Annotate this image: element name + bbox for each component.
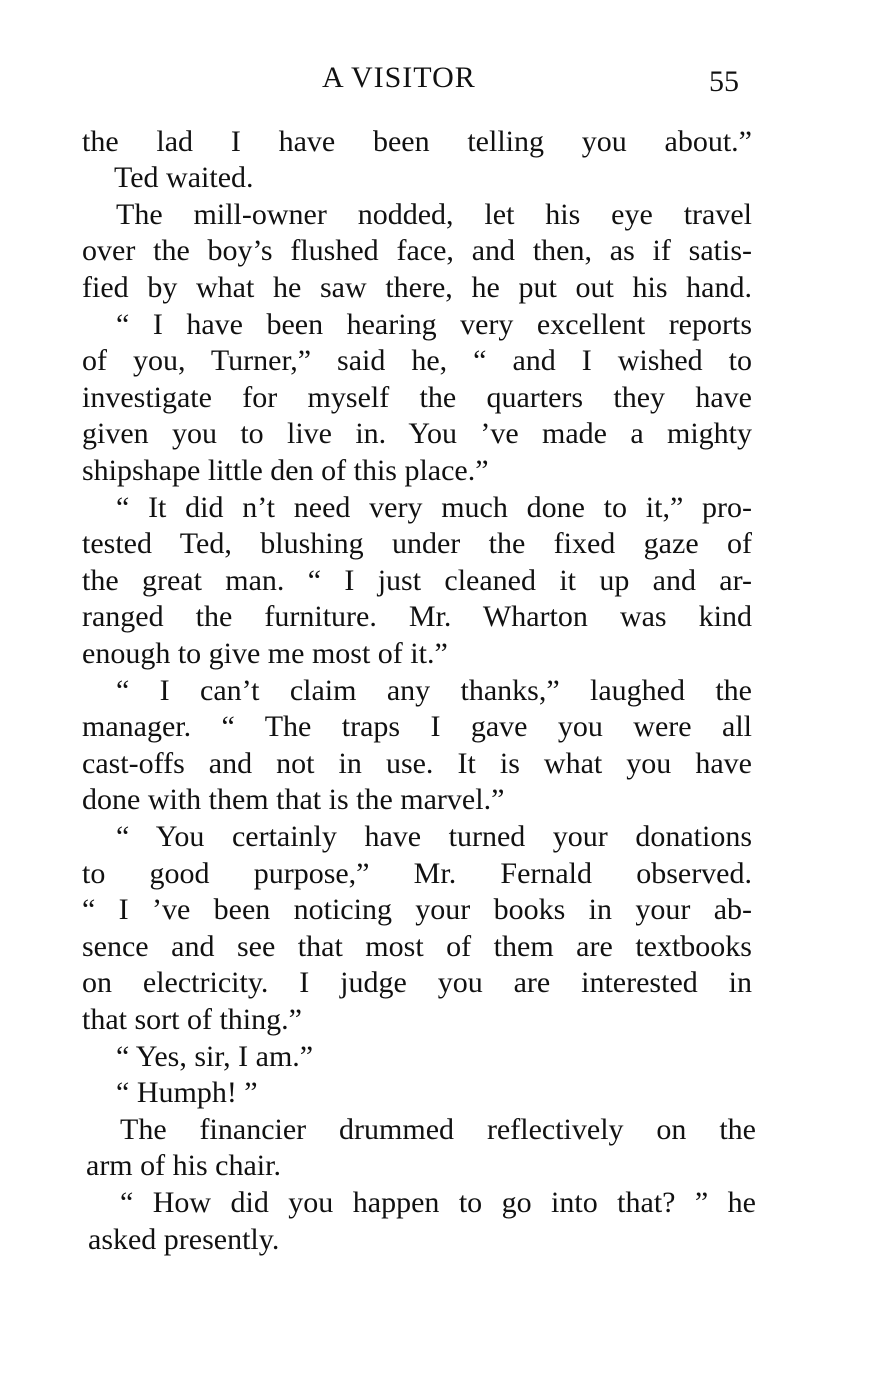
text-line: “ You certainly have turned your donations xyxy=(116,820,752,853)
text-line: asked presently. xyxy=(88,1223,280,1256)
text-line: given you to live in. You ’ve made a mighty xyxy=(82,417,752,450)
text-line: over the boy’s flushed face, and then, as if satis- xyxy=(82,234,752,267)
text-line: The financier drummed reflectively on the xyxy=(120,1113,756,1146)
running-head xyxy=(0,56,876,100)
text-line: tested Ted, blushing under the fixed gaze of xyxy=(82,527,752,560)
text-line: “ How did you happen to go into that? ” he xyxy=(120,1186,756,1219)
text-line: to good purpose,” Mr. Fernald observed. xyxy=(82,857,752,890)
text-line: of you, Turner,” said he, “ and I wished to xyxy=(82,344,752,377)
text-line: fied by what he saw there, he put out his hand. xyxy=(82,271,752,304)
text-line: “ Humph! ” xyxy=(116,1076,258,1109)
text-line: that sort of thing.” xyxy=(82,1003,302,1036)
text-line: “ I can’t claim any thanks,” laughed the xyxy=(116,674,752,707)
text-line: Ted waited. xyxy=(114,161,254,194)
text-line: shipshape little den of this place.” xyxy=(82,454,489,487)
text-line: “ I have been hearing very excellent reports xyxy=(116,308,752,341)
text-line: manager. “ The traps I gave you were all xyxy=(82,710,752,743)
text-line: “ Yes, sir, I am.” xyxy=(116,1040,314,1073)
text-line: sence and see that most of them are textbooks xyxy=(82,930,752,963)
text-line: cast-offs and not in use. It is what you have xyxy=(82,747,752,780)
text-line: investigate for myself the quarters they have xyxy=(82,381,752,414)
text-line: enough to give me most of it.” xyxy=(82,637,448,670)
text-line: on electricity. I judge you are interested in xyxy=(82,966,752,999)
text-line: done with them that is the marvel.” xyxy=(82,783,505,816)
text-line: the great man. “ I just cleaned it up and ar- xyxy=(82,564,752,597)
page-number: 55 xyxy=(709,65,739,98)
text-line: arm of his chair. xyxy=(86,1149,281,1182)
text-line: “ I ’ve been noticing your books in your ab- xyxy=(82,893,752,926)
text-line: the lad I have been telling you about.” xyxy=(82,125,752,158)
running-title: A VISITOR xyxy=(322,61,476,94)
text-line: The mill-owner nodded, let his eye travel xyxy=(116,198,752,231)
text-line: ranged the furniture. Mr. Wharton was kind xyxy=(82,600,752,633)
text-line: “ It did n’t need very much done to it,” pro- xyxy=(116,491,752,524)
